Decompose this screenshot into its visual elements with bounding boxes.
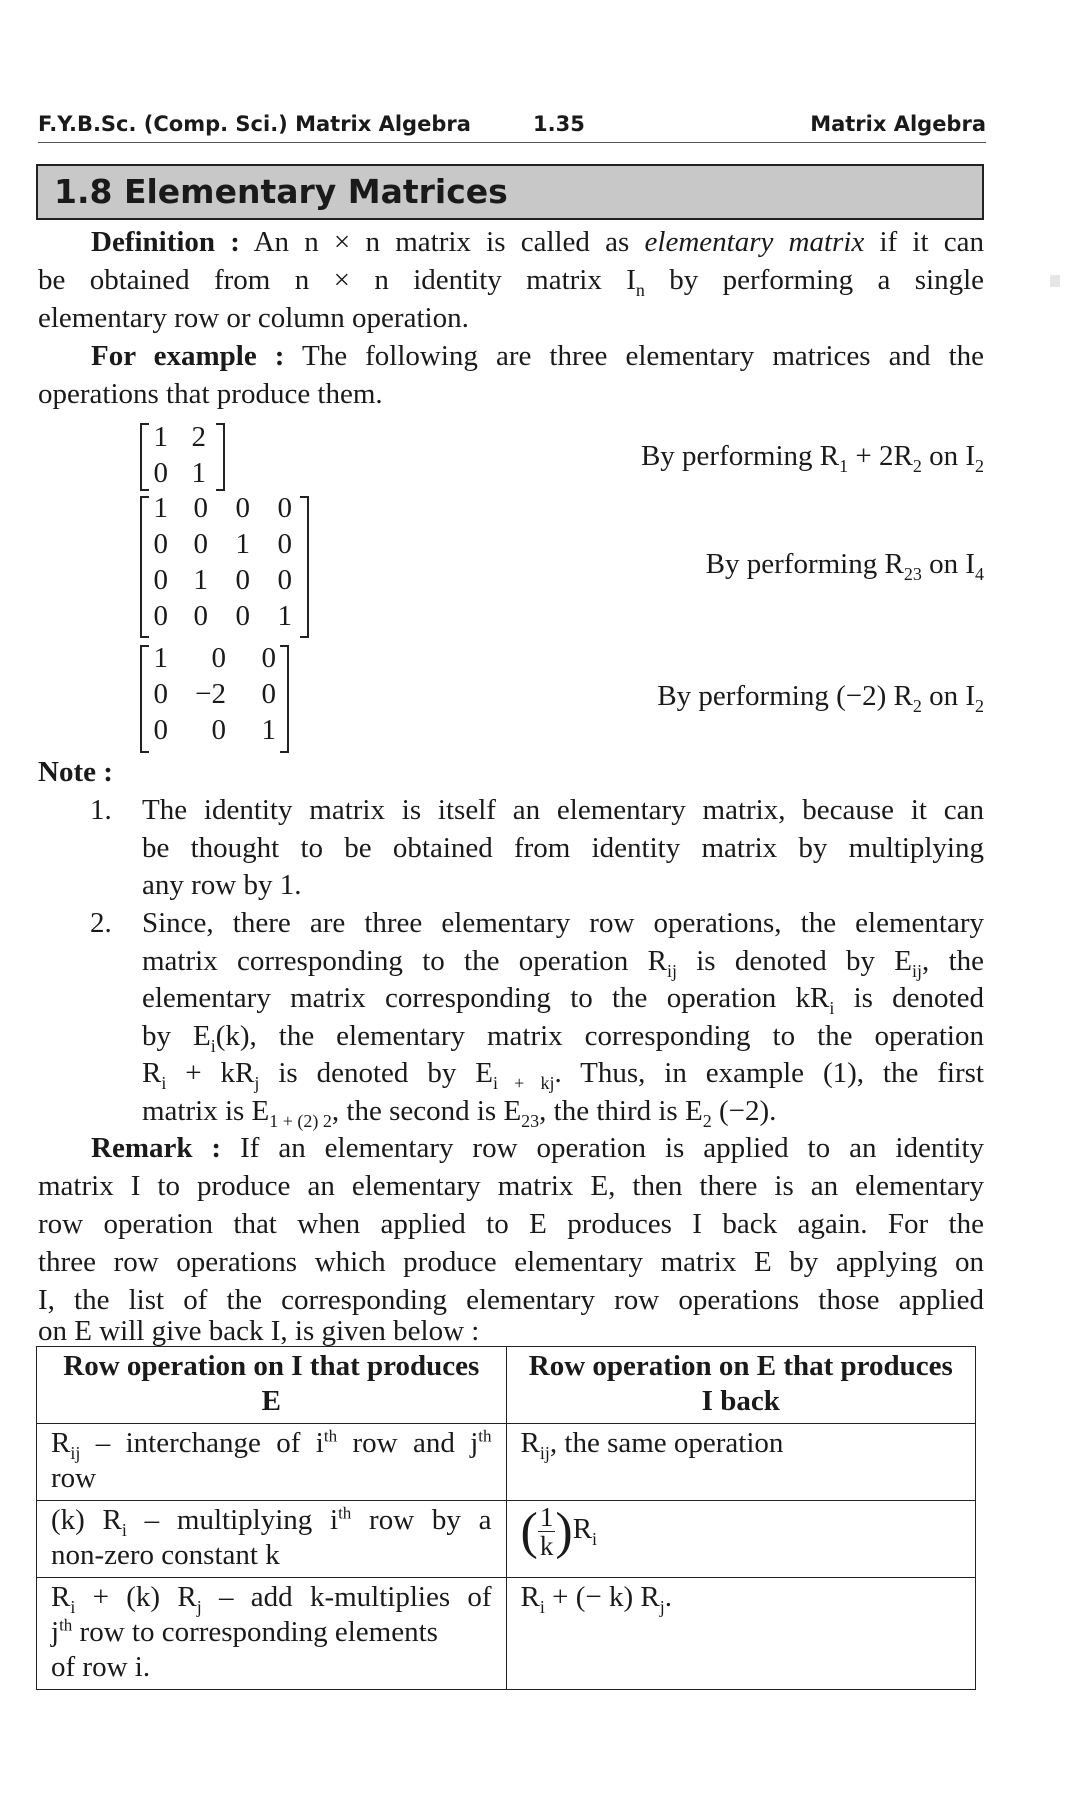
matrix-cell: 0 [193, 492, 208, 524]
note-line: The identity matrix is itself an elementary matrix, because it can [142, 794, 984, 826]
t: , the [922, 944, 984, 977]
matrix-row [146, 640, 276, 676]
t: , the second is E [331, 1094, 522, 1127]
s: th [59, 1615, 73, 1635]
matrix-3-body [146, 640, 276, 748]
s: th [478, 1426, 492, 1446]
matrix-1-operation [640, 440, 984, 476]
t: , the third is E [539, 1094, 703, 1127]
table-cell [37, 1501, 507, 1578]
paren: ( [520, 1502, 538, 1560]
op-text: By performing (−2) R [657, 680, 913, 712]
note-line [142, 1018, 984, 1056]
s: j [254, 1072, 260, 1093]
s: ij [70, 1442, 81, 1463]
matrix-2-operation [705, 548, 984, 584]
matrix-row [146, 490, 292, 526]
matrix-cell: 0 [153, 457, 168, 489]
op-sub: 2 [912, 695, 922, 716]
remark-line-3: row operation that when applied to E produces I back again. For the [38, 1208, 984, 1240]
matrix-cell: 0 [211, 642, 226, 674]
note-number: 2. [90, 907, 112, 939]
matrix-row [146, 676, 276, 712]
t: R [520, 1427, 540, 1459]
matrix-cell: 0 [153, 714, 168, 746]
matrix-cell: 1 [235, 528, 250, 560]
fraction-1-over-k [521, 1503, 573, 1560]
matrix-row [146, 598, 292, 634]
example-label: For example : [91, 340, 285, 372]
definition-line-3: elementary row or column operation. [38, 302, 469, 334]
s: i [829, 997, 835, 1018]
matrix-3-operation [657, 680, 984, 716]
t: R [520, 1581, 540, 1613]
op-text: By performing R [705, 548, 904, 580]
s: ij [912, 960, 923, 981]
definition-term: elementary matrix [644, 226, 865, 258]
matrix-cell: 0 [153, 528, 168, 560]
matrix-cell: 1 [153, 492, 168, 524]
matrix-cell: 0 [153, 678, 168, 710]
matrix-cell: 0 [261, 642, 276, 674]
op-sub: 2 [975, 695, 984, 716]
matrix-cell: 1 [191, 457, 206, 489]
matrix-cell: 0 [193, 528, 208, 560]
header-page-number: 1.35 [533, 112, 585, 136]
example-line-1 [38, 338, 984, 375]
cell-line: of row i. [51, 1651, 151, 1683]
op-sub: 2 [912, 455, 922, 476]
t: matrix corresponding to the operation R [142, 944, 667, 977]
t: . Thus, in example (1), the first [554, 1057, 984, 1089]
identity-subscript: n [635, 279, 645, 300]
note-line: any row by 1. [142, 869, 302, 901]
s: i [539, 1596, 545, 1617]
note-body [142, 905, 984, 1130]
s: ij [539, 1442, 550, 1463]
row-operations-table [36, 1346, 976, 1690]
definition-line-1 [38, 224, 984, 261]
t: (k) R [51, 1504, 122, 1536]
scroll-indicator[interactable] [1050, 275, 1060, 287]
op-sub: 23 [903, 563, 922, 584]
matrix-cell: 0 [277, 528, 292, 560]
t: j [51, 1616, 60, 1648]
op-text: + 2R [848, 440, 913, 472]
cell-line [51, 1503, 492, 1538]
definition-label: Definition : [91, 226, 240, 258]
paren: ) [555, 1502, 573, 1560]
cell-line: row [51, 1462, 97, 1494]
note-line: Since, there are three elementary row operations, the elementary [142, 907, 984, 939]
matrix-3-right-bracket [280, 645, 289, 753]
t: is denoted by E [259, 1057, 493, 1089]
op-text: on I [921, 680, 975, 712]
matrix-row [146, 419, 206, 455]
matrix-row [146, 455, 206, 491]
matrix-cell: 0 [277, 492, 292, 524]
t: R [51, 1427, 71, 1459]
cell-line [51, 1426, 492, 1461]
s: 23 [521, 1110, 540, 1131]
table-cell [506, 1424, 975, 1501]
matrix-2-right-bracket [300, 496, 309, 638]
t: is denoted by E [676, 944, 912, 977]
cell-line [51, 1580, 492, 1615]
t: + kR [166, 1057, 255, 1089]
t: elementary matrix corresponding to the operation kR [142, 982, 830, 1014]
cell-line: non-zero constant k [51, 1539, 280, 1571]
note-number: 1. [90, 794, 112, 826]
t: matrix is E [142, 1094, 270, 1127]
note-body [142, 792, 984, 905]
definition-line-2-end: by performing a single [644, 264, 984, 296]
matrix-cell: 1 [153, 642, 168, 674]
definition-text: An n × n matrix is called as [253, 226, 645, 258]
s: 1 + (2) 2 [269, 1110, 332, 1131]
note-label [38, 754, 984, 791]
header-chapter-title: Matrix Algebra [810, 112, 986, 136]
matrix-cell: 0 [153, 564, 168, 596]
matrix-row [146, 562, 292, 598]
op-sub: 1 [839, 455, 849, 476]
s: 2 [702, 1110, 712, 1131]
t: R [51, 1581, 71, 1613]
matrix-row [146, 712, 276, 748]
remark-line-2: matrix I to produce an elementary matrix E, then there is an elementary [38, 1170, 984, 1202]
definition-line-2 [38, 262, 984, 299]
op-sub: 4 [975, 563, 984, 584]
matrix-cell: 0 [235, 600, 250, 632]
example-text: The following are three elementary matrices and the [301, 340, 984, 372]
s: i [592, 1528, 598, 1549]
note-item-2 [38, 905, 984, 1135]
s: j [196, 1596, 202, 1617]
remark-line-6: on E will give back I, is given below : [38, 1315, 480, 1347]
matrix-row [146, 526, 292, 562]
t: + (− k) R [544, 1581, 660, 1613]
table-cell [506, 1578, 975, 1690]
note-line: be thought to be obtained from identity matrix by multiplying [142, 831, 984, 864]
t: R [142, 1057, 162, 1089]
t: R [572, 1513, 593, 1546]
note-label-text: Note : [38, 756, 113, 788]
matrix-cell: 1 [153, 421, 168, 453]
remark-line-1 [38, 1130, 984, 1167]
t: , the same operation [549, 1427, 784, 1459]
t: row and j [337, 1427, 479, 1459]
t: (k), the elementary matrix corresponding to the operation [215, 1019, 984, 1052]
t: – add k-multiplies of [201, 1581, 492, 1613]
table-row [37, 1424, 976, 1501]
header-book-title: F.Y.B.Sc. (Comp. Sci.) Matrix Algebra [38, 112, 471, 136]
remark-line-5: I, the list of the corresponding elementary row operations those applied [38, 1284, 984, 1316]
table-cell [506, 1501, 975, 1578]
matrix-cell: 0 [235, 492, 250, 524]
s: th [323, 1426, 338, 1446]
cell-line [51, 1615, 492, 1650]
remark-label: Remark : [91, 1132, 222, 1164]
s: j [659, 1596, 665, 1617]
table-cell [37, 1424, 507, 1501]
t: by E [142, 1019, 211, 1052]
note-line [142, 1093, 984, 1131]
page-header [38, 112, 986, 143]
matrix-cell: 0 [211, 714, 226, 746]
remark-line-4: three row operations which produce elementary matrix E by applying on [38, 1246, 984, 1278]
s: i [161, 1072, 167, 1093]
denominator: k [539, 1531, 554, 1561]
matrix-cell: 0 [277, 564, 292, 596]
fraction [538, 1503, 556, 1560]
s: ij [666, 960, 677, 981]
definition-line-2-text: be obtained from n × n identity matrix I [38, 264, 636, 296]
matrix-cell: −2 [195, 678, 226, 710]
t: row to corresponding elements [72, 1616, 438, 1648]
op-text: By performing R [640, 440, 840, 472]
table-header-cell: Row operation on I that produces E [37, 1347, 507, 1424]
t: – multiplying i [126, 1504, 339, 1536]
matrix-1-body [146, 419, 206, 491]
op-text: on I [921, 440, 975, 472]
matrix-cell: 1 [277, 600, 292, 632]
matrix-1-right-bracket [216, 423, 225, 491]
note-line [142, 1055, 984, 1093]
t: . [664, 1581, 673, 1613]
section-title: 1.8 Elementary Matrices [36, 164, 984, 220]
s: i [210, 1035, 216, 1056]
table-row [37, 1578, 976, 1690]
t: (−2). [711, 1094, 777, 1127]
matrix-cell: 0 [153, 600, 168, 632]
remark-text: If an elementary row operation is applied to an identity [240, 1132, 984, 1164]
s: i [70, 1596, 76, 1617]
t: row by a [351, 1504, 492, 1536]
matrix-2-body [146, 490, 292, 634]
matrix-cell: 2 [191, 421, 206, 453]
matrix-cell: 1 [193, 564, 208, 596]
note-item-1 [38, 792, 984, 912]
numerator: 1 [539, 1502, 554, 1532]
table-row [37, 1501, 976, 1578]
definition-text-end: if it can [864, 226, 984, 258]
table-header-cell: Row operation on E that produces I back [506, 1347, 975, 1424]
s: i [121, 1519, 127, 1540]
table-header-row [37, 1347, 976, 1424]
note-line [142, 943, 984, 981]
matrix-cell: 0 [193, 600, 208, 632]
s: th [338, 1503, 352, 1523]
matrix-cell: 0 [261, 678, 276, 710]
matrix-cell: 0 [235, 564, 250, 596]
matrix-cell: 1 [261, 714, 276, 746]
example-line-2: operations that produce them. [38, 378, 383, 410]
op-sub: 2 [975, 455, 984, 476]
op-text: on I [921, 548, 975, 580]
table-cell [37, 1578, 507, 1690]
s: i + kj [492, 1072, 555, 1093]
t: is denoted [834, 982, 984, 1014]
note-line [142, 980, 984, 1018]
t: – interchange of i [80, 1427, 324, 1459]
t: + (k) R [75, 1581, 197, 1613]
